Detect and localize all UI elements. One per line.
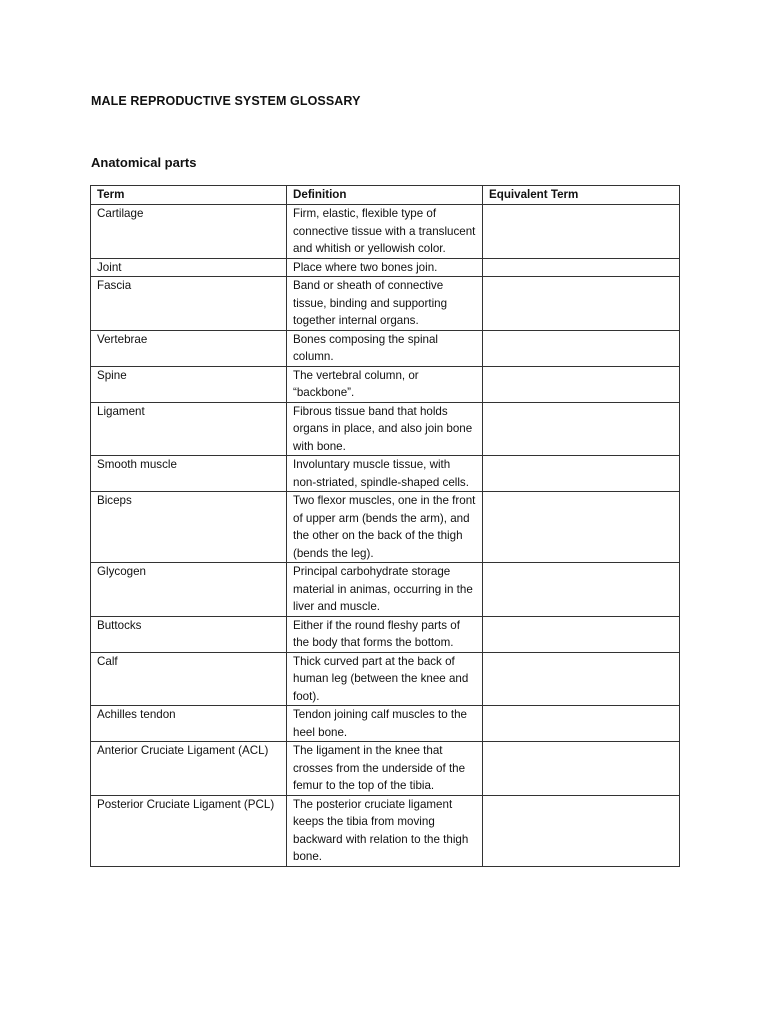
definition-cell: Two flexor muscles, one in the front of upper arm (bends the arm), and the other on the back of the thigh (bends the leg). <box>287 492 483 563</box>
equivalent-term-cell <box>483 330 680 366</box>
term-cell: Biceps <box>91 492 287 563</box>
column-header-term: Term <box>91 186 287 205</box>
equivalent-term-cell <box>483 742 680 796</box>
definition-cell: Tendon joining calf muscles to the heel bone. <box>287 706 483 742</box>
table-row <box>91 330 680 366</box>
definition-cell: Thick curved part at the back of human leg (between the knee and foot). <box>287 652 483 706</box>
equivalent-term-cell <box>483 616 680 652</box>
equivalent-term-cell <box>483 795 680 866</box>
term-cell: Calf <box>91 652 287 706</box>
definition-cell: Involuntary muscle tissue, with non-striated, spindle-shaped cells. <box>287 456 483 492</box>
definition-cell: Band or sheath of connective tissue, binding and supporting together internal organs. <box>287 277 483 331</box>
equivalent-term-cell <box>483 366 680 402</box>
definition-cell: Principal carbohydrate storage material in animas, occurring in the liver and muscle. <box>287 563 483 617</box>
header-row <box>91 186 680 205</box>
table-row <box>91 795 680 866</box>
term-cell: Posterior Cruciate Ligament (PCL) <box>91 795 287 866</box>
table-row <box>91 492 680 563</box>
term-cell: Joint <box>91 258 287 277</box>
table-row <box>91 563 680 617</box>
term-cell: Fascia <box>91 277 287 331</box>
equivalent-term-cell <box>483 563 680 617</box>
definition-cell: The posterior cruciate ligament keeps the tibia from moving backward with relation to the thigh bone. <box>287 795 483 866</box>
table-row <box>91 205 680 259</box>
equivalent-term-cell <box>483 205 680 259</box>
table-row <box>91 706 680 742</box>
document-title: MALE REPRODUCTIVE SYSTEM GLOSSARY <box>91 94 361 108</box>
term-cell: Glycogen <box>91 563 287 617</box>
definition-cell: Firm, elastic, flexible type of connective tissue with a translucent and whitish or yellowish color. <box>287 205 483 259</box>
term-cell: Ligament <box>91 402 287 456</box>
equivalent-term-cell <box>483 277 680 331</box>
definition-cell: Place where two bones join. <box>287 258 483 277</box>
term-cell: Spine <box>91 366 287 402</box>
term-cell: Vertebrae <box>91 330 287 366</box>
table-row <box>91 366 680 402</box>
equivalent-term-cell <box>483 652 680 706</box>
definition-cell: Either if the round fleshy parts of the body that forms the bottom. <box>287 616 483 652</box>
equivalent-term-cell <box>483 258 680 277</box>
equivalent-term-cell <box>483 706 680 742</box>
equivalent-term-cell <box>483 492 680 563</box>
table-row <box>91 652 680 706</box>
equivalent-term-cell <box>483 402 680 456</box>
definition-cell: Bones composing the spinal column. <box>287 330 483 366</box>
definition-cell: The vertebral column, or “backbone”. <box>287 366 483 402</box>
definition-cell: Fibrous tissue band that holds organs in place, and also join bone with bone. <box>287 402 483 456</box>
term-cell: Anterior Cruciate Ligament (ACL) <box>91 742 287 796</box>
term-cell: Smooth muscle <box>91 456 287 492</box>
table-header <box>91 186 680 205</box>
column-header-equivalent-term: Equivalent Term <box>483 186 680 205</box>
term-cell: Buttocks <box>91 616 287 652</box>
table-row <box>91 402 680 456</box>
table-row <box>91 742 680 796</box>
equivalent-term-cell <box>483 456 680 492</box>
section-heading: Anatomical parts <box>91 155 197 170</box>
table-row <box>91 258 680 277</box>
term-cell: Achilles tendon <box>91 706 287 742</box>
definition-cell: The ligament in the knee that crosses from the underside of the femur to the top of the tibia. <box>287 742 483 796</box>
table-body <box>91 205 680 867</box>
term-cell: Cartilage <box>91 205 287 259</box>
table-row <box>91 456 680 492</box>
table-row <box>91 616 680 652</box>
glossary-table <box>90 185 680 867</box>
table-row <box>91 277 680 331</box>
column-header-definition: Definition <box>287 186 483 205</box>
